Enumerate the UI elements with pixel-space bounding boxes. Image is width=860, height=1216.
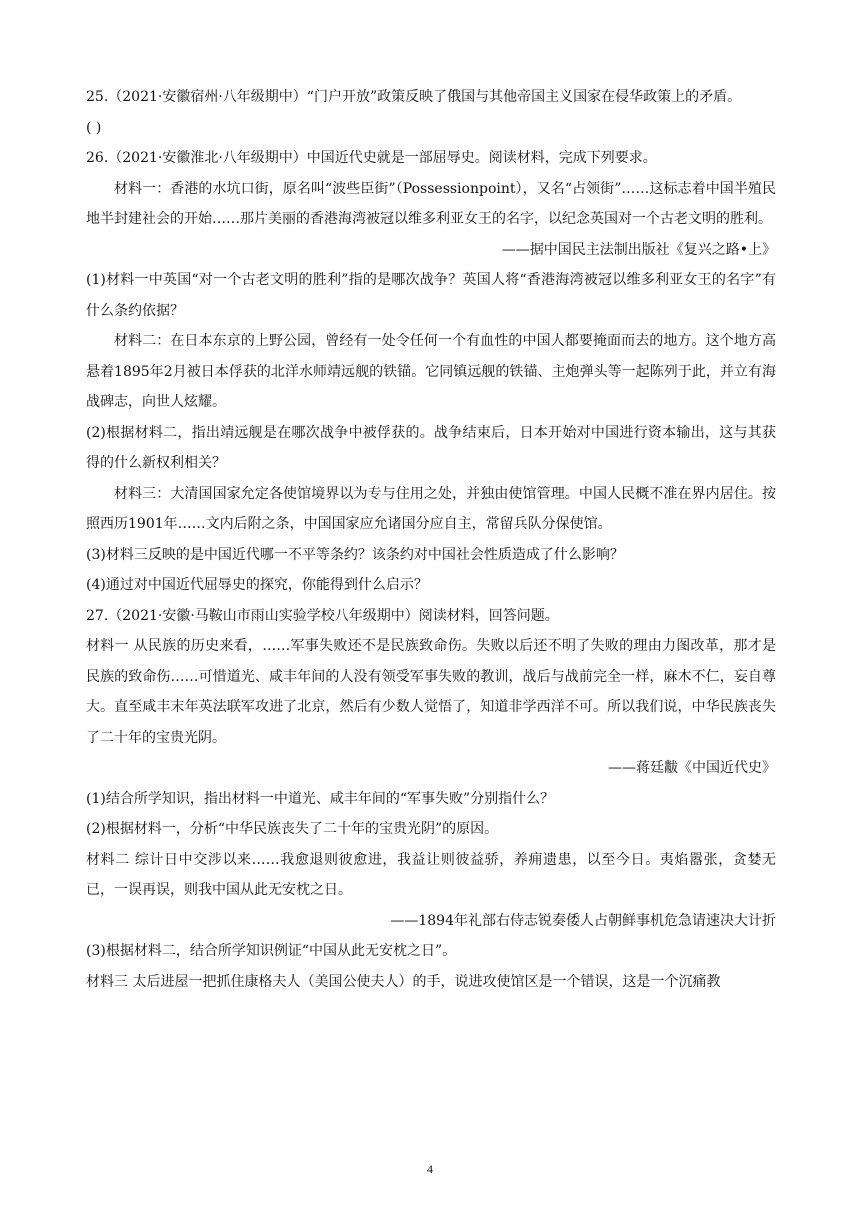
answer-blank: ( ): [86, 119, 102, 136]
question-26-2: (2)根据材料二，指出靖远舰是在哪次战争中被俘获的。战争结束后，日本开始对中国进行资本输出，这与其获得的什么新权利相关？: [86, 424, 776, 471]
question-26-1: (1)材料一中英国“对一个古老文明的胜利”指的是哪次战争？英国人将“香港海湾被冠以维多利亚女王的名字”有什么条约依据？: [86, 272, 776, 319]
question-27: 27.（2021·安徽·马鞍山市雨山实验学校八年级期中）阅读材料，回答问题。: [86, 607, 559, 624]
question-26: 26.（2021·安徽淮北·八年级期中）中国近代史就是一部屈辱史。阅读材料，完成下列要求。: [86, 150, 657, 166]
question-27-1: (1)结合所学知识，指出材料一中道光、咸丰年间的“军事失败”分别指什么？: [86, 790, 555, 807]
question-25: 25.（2021·安徽宿州·八年级期中）“门户开放”政策反映了俄国与其他帝国主义国家在侵华政策上的矛盾。: [86, 89, 742, 105]
material-27-2: 材料二 综计日中交涉以来……我愈退则彼愈进，我益让则彼益骄，养痈遗患，以至今日。夷焰嚣张，贪婪无已，一误再误，则我中国从此无安枕之日。: [86, 851, 776, 898]
question-26-3: (3)材料三反映的是中国近代哪一不平等条约？该条约对中国社会性质造成了什么影响？: [86, 546, 624, 563]
material-27-1: 材料一 从民族的历史来看，……军事失败还不是民族致命伤。失败以后还不明了失败的理由力图改革，那才是民族的致命伤……可惜道光、咸丰年间的人没有领受军事失败的教训，战后与战前完全一样，麻木不仁，妄自尊大。直至咸丰末年英法联军攻进了北京，然后有少数人觉悟了，知道非学西洋不可。所以我们说，中华民族丧失了二十年的宝贵光阴。: [86, 638, 776, 746]
material-1-source: ——据中国民主法制出版社《复兴之路•上》: [501, 241, 776, 258]
material-27-2-source: ——1894年礼部右侍志锐奏倭人占朝鲜事机危急请速决大计折: [390, 912, 776, 929]
document-body: [86, 82, 776, 997]
material-27-1-source: ——蒋廷黻《中国近代史》: [608, 760, 776, 776]
material-2: 材料二：在日本东京的上野公园，曾经有一处令任何一个有血性的中国人都要掩面而去的地方。这个地方高悬着1895年2月被日本俘获的北洋水师靖远舰的铁锚。它同镇远舰的铁锚、主炮弹头等一起陈列于此，并立有海战碑志，向世人炫耀。: [86, 333, 776, 410]
question-27-2: (2)根据材料一，分析“中华民族丧失了二十年的宝贵光阴”的原因。: [86, 821, 499, 837]
question-26-4: (4)通过对中国近代屈辱史的探究，你能得到什么启示？: [86, 577, 428, 593]
page-number: 4: [427, 1162, 433, 1176]
material-3: 材料三：大清国国家允定各使馆境界以为专与住用之处，并独由使馆管理。中国人民概不准在界内居住。按照西历1901年……文内后附之条，中国国家应允诸国分应自主，常留兵队分保使馆。: [86, 485, 776, 532]
question-27-3: (3)根据材料二，结合所学知识例证“中国从此无安枕之日”。: [86, 943, 457, 959]
material-1: 材料一：香港的水坑口街，原名叫“波些臣街”（Possessionpoint），又名“占领街”……这标志着中国半殖民地半封建社会的开始……那片美丽的香港海湾被冠以维多利亚女王的名字，以纪念英国对一个古老文明的胜利。: [86, 180, 776, 227]
material-27-3: 材料三 太后进屋一把抓住康格夫人（美国公使夫人）的手，说进攻使馆区是一个错误，这是一个沉痛教: [86, 973, 721, 990]
